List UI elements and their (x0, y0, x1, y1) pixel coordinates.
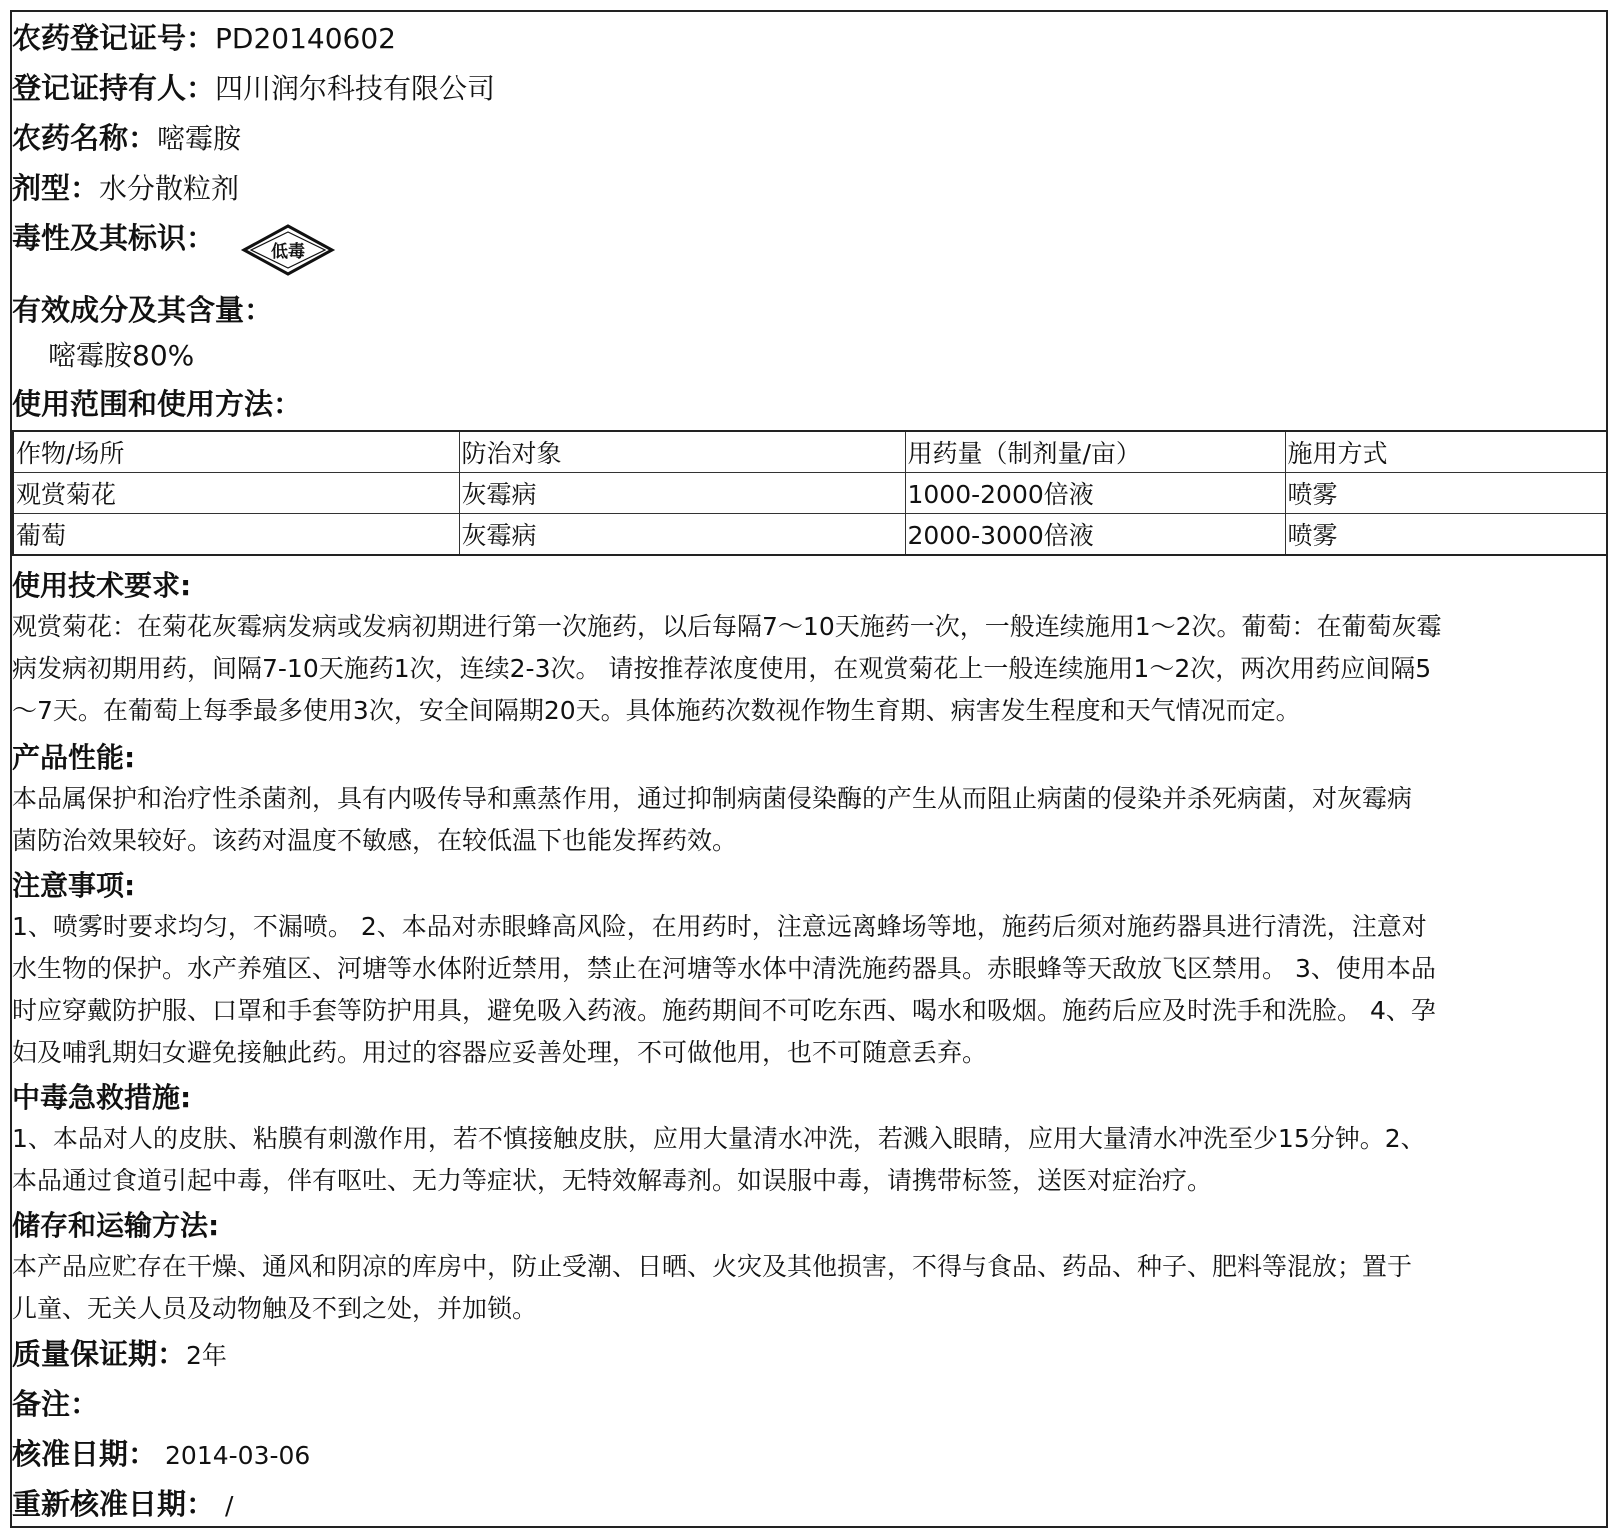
low-toxicity-badge-icon (240, 222, 336, 278)
badge-text: 低毒 (271, 242, 305, 262)
remark-label: 备注： (12, 1387, 100, 1421)
table-cell: 观赏菊花 (13, 473, 459, 514)
name-row (12, 121, 242, 155)
approval-row (12, 1437, 311, 1471)
text-line: 病发病初期用药，间隔7-10天施药1次，连续2-3次。 请按推荐浓度使用，在观赏菊花上一般连续施用1～2次，两次用药应间隔5 (12, 654, 1432, 683)
ingredient-value: 嘧霉胺80% (48, 339, 195, 372)
text-line: ～7天。在葡萄上每季最多使用3次，安全间隔期20天。具体施药次数视作物生育期、病害发生程度和天气情况而定。 (12, 696, 1301, 725)
tech-label: 使用技术要求: (12, 569, 192, 602)
reg-no-row (12, 21, 396, 55)
firstaid-text (12, 1118, 1604, 1202)
table-row (13, 514, 1607, 556)
name-value: 嘧霉胺 (157, 122, 242, 155)
text-line: 本品通过食道引起中毒，伴有呕吐、无力等症状，无特效解毒剂。如误服中毒，请携带标签，送医对症治疗。 (12, 1166, 1213, 1195)
text-line: 1、本品对人的皮肤、粘膜有刺激作用，若不慎接触皮肤，应用大量清水冲洗，若溅入眼睛，应用大量清水冲洗至少15分钟。2、 (12, 1124, 1426, 1153)
holder-value: 四川润尔科技有限公司 (215, 72, 496, 105)
text-line: 本品属保护和治疗性杀菌剂，具有内吸传导和熏蒸作用，通过抑制病菌侵染酶的产生从而阻止病菌的侵染并杀死病菌，对灰霉病 (12, 784, 1413, 813)
text-line: 本产品应贮存在干燥、通风和阴凉的库房中，防止受潮、日晒、火灾及其他损害，不得与食品、药品、种子、肥料等混放；置于 (12, 1252, 1413, 1281)
usage-label: 使用范围和使用方法： (12, 387, 303, 421)
holder-label: 登记证持有人： (12, 71, 216, 105)
table-cell: 灰霉病 (459, 514, 905, 556)
toxicity-label: 毒性及其标识： (12, 221, 216, 255)
storage-label: 储存和运输方法: (12, 1209, 220, 1242)
reg-no-label: 农药登记证号： (12, 21, 216, 55)
approval-label: 核准日期： (12, 1437, 158, 1471)
formulation-value: 水分散粒剂 (99, 172, 240, 205)
table-header-cell: 用药量（制剂量/亩） (905, 431, 1285, 473)
storage-text (12, 1246, 1604, 1330)
text-line: 菌防治效果较好。该药对温度不敏感，在较低温下也能发挥药效。 (12, 826, 738, 855)
ingredient-label: 有效成分及其含量： (12, 293, 274, 327)
table-header-cell: 作物/场所 (13, 431, 459, 473)
formulation-row (12, 171, 240, 205)
table-cell: 1000-2000倍液 (905, 473, 1285, 514)
text-line: 儿童、无关人员及动物触及不到之处，并加锁。 (12, 1294, 538, 1323)
reapproval-date: / (225, 1491, 234, 1520)
holder-row (12, 71, 496, 105)
performance-label: 产品性能: (12, 741, 136, 774)
performance-text (12, 778, 1604, 862)
text-line: 时应穿戴防护服、口罩和手套等防护用具，避免吸入药液。施药期间不可吃东西、喝水和吸烟。施药后应及时洗手和洗脸。 4、孕 (12, 996, 1436, 1025)
notes-text (12, 906, 1604, 1074)
formulation-label: 剂型： (12, 171, 100, 205)
ingredient-row (12, 293, 274, 327)
table-cell: 葡萄 (13, 514, 459, 556)
tech-text (12, 606, 1604, 732)
firstaid-label: 中毒急救措施: (12, 1081, 192, 1114)
table-header-cell: 施用方式 (1285, 431, 1607, 473)
toxicity-row (12, 221, 216, 255)
text-line: 妇及哺乳期妇女避免接触此药。用过的容器应妥善处理，不可做他用，也不可随意丢弃。 (12, 1038, 988, 1067)
table-header-cell: 防治对象 (459, 431, 905, 473)
name-label: 农药名称： (12, 121, 158, 155)
text-line: 观赏菊花：在菊花灰霉病发病或发病初期进行第一次施药，以后每隔7～10天施药一次，一般连续施用1～2次。葡萄：在葡萄灰霉 (12, 612, 1442, 641)
reapproval-row (12, 1487, 234, 1521)
remark-row (12, 1387, 100, 1421)
table-cell: 喷雾 (1285, 514, 1607, 556)
ingredient-value-row (48, 339, 195, 372)
shelf-row (12, 1337, 227, 1371)
table-cell: 灰霉病 (459, 473, 905, 514)
table-row (13, 473, 1607, 514)
table-cell: 2000-3000倍液 (905, 514, 1285, 556)
text-line: 1、喷雾时要求均匀，不漏喷。 2、本品对赤眼蜂高风险，在用药时，注意远离蜂场等地，施药后须对施药器具进行清洗，注意对 (12, 912, 1427, 941)
table-cell: 喷雾 (1285, 473, 1607, 514)
usage-table (12, 430, 1608, 556)
table-header-row (13, 431, 1607, 473)
text-line: 水生物的保护。水产养殖区、河塘等水体附近禁用，禁止在河塘等水体中清洗施药器具。赤眼蜂等天敌放飞区禁用。 3、使用本品 (12, 954, 1436, 983)
reg-no-value: PD20140602 (215, 22, 396, 55)
shelf-value: 2年 (186, 1341, 227, 1370)
reapproval-label: 重新核准日期： (12, 1487, 216, 1521)
notes-label: 注意事项: (12, 869, 136, 902)
approval-date: 2014-03-06 (165, 1441, 311, 1470)
shelf-label: 质量保证期： (12, 1337, 187, 1371)
usage-row (12, 387, 303, 421)
